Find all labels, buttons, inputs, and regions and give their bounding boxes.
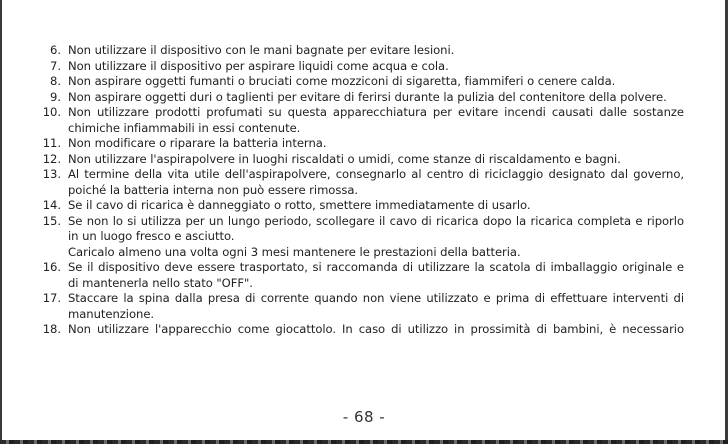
item-line: Non utilizzare l'apparecchio come giocattolo. In caso di utilizzo in prossimità di bambini, è necessario xyxy=(68,322,684,336)
item-line: Non aspirare oggetti fumanti o bruciati come mozziconi di sigaretta, fiammiferi o cenere calda. xyxy=(68,74,616,88)
item-text xyxy=(68,90,684,106)
item-text xyxy=(68,291,684,322)
item-number: 8. xyxy=(50,74,61,88)
item-line: Se il cavo di ricarica è danneggiato o rotto, smettere immediatamente di usarlo. xyxy=(68,198,531,212)
item-text xyxy=(68,198,684,214)
item-line: Non utilizzare il dispositivo per aspirare liquidi come acqua e cola. xyxy=(68,58,449,73)
page-number: - 68 - xyxy=(342,408,386,426)
item-text xyxy=(68,43,684,59)
list-item xyxy=(38,214,684,261)
item-line: Non aspirare oggetti duri o taglienti per evitare di ferirsi durante la pulizia del contenitore della polvere. xyxy=(68,89,667,104)
item-line: Non utilizzare il dispositivo con le mani bagnate per evitare lesioni. xyxy=(68,43,455,57)
item-number: 12. xyxy=(42,151,61,166)
item-number: 9. xyxy=(50,89,61,104)
list-item xyxy=(38,167,684,198)
item-text xyxy=(68,105,684,136)
item-number: 13. xyxy=(42,167,61,181)
list-item xyxy=(38,59,684,75)
item-line: Se non lo si utilizza per un lungo periodo, scollegare il cavo di ricarica dopo la ricarica completa e riporlo xyxy=(68,213,684,228)
item-number: 11. xyxy=(42,136,61,150)
list-item xyxy=(38,291,684,322)
item-number: 18. xyxy=(42,322,61,336)
safety-instructions-list xyxy=(38,43,684,338)
list-item xyxy=(38,105,684,136)
item-line: Non utilizzare prodotti profumati su questa apparecchiatura per evitare incendi causati dalle sostanze xyxy=(68,105,684,119)
item-text xyxy=(68,59,684,75)
list-item xyxy=(38,322,684,338)
list-item xyxy=(38,43,684,59)
item-line: Se il dispositivo deve essere trasportato, si raccomanda di utilizzare la scatola di imballaggio originale e xyxy=(68,260,684,274)
list-item xyxy=(38,260,684,291)
item-line: Non modificare o riparare la batteria interna. xyxy=(68,136,327,150)
item-line: manutenzione. xyxy=(68,306,155,321)
item-number: 14. xyxy=(42,198,61,212)
item-number: 10. xyxy=(42,105,61,119)
item-text xyxy=(68,322,684,338)
item-text xyxy=(68,260,684,291)
item-line: di mantenerla nello stato "OFF". xyxy=(68,275,253,290)
item-line: in un luogo fresco e asciutto. xyxy=(68,229,235,243)
list-item xyxy=(38,198,684,214)
item-line: Staccare la spina dalla presa di corrente quando non viene utilizzato e prima di effettuare interventi di xyxy=(68,291,684,305)
item-line: poiché la batteria interna non può essere rimossa. xyxy=(68,182,359,197)
page-bottom-edge xyxy=(0,440,728,444)
list-item xyxy=(38,90,684,106)
item-line: Al termine della vita utile dell'aspirapolvere, consegnarlo al centro di riciclaggio designato dal governo, xyxy=(68,167,684,181)
item-line: chimiche infiammabili in essi contenute. xyxy=(68,120,301,135)
item-text xyxy=(68,167,684,198)
item-line: Caricalo almeno una volta ogni 3 mesi mantenere le prestazioni della batteria. xyxy=(68,244,521,259)
item-number: 15. xyxy=(42,213,61,228)
list-item xyxy=(38,74,684,90)
page-left-border xyxy=(0,0,2,444)
item-line: Non utilizzare l'aspirapolvere in luoghi riscaldati o umidi, come stanze di riscaldamento e bagni. xyxy=(68,151,621,166)
list-item xyxy=(38,136,684,152)
item-number: 17. xyxy=(42,291,61,305)
item-number: 7. xyxy=(50,58,61,73)
item-text xyxy=(68,74,684,90)
item-number: 16. xyxy=(42,260,61,274)
item-text xyxy=(68,152,684,168)
item-number: 6. xyxy=(50,43,61,57)
list-item xyxy=(38,152,684,168)
item-text xyxy=(68,214,684,261)
item-text xyxy=(68,136,684,152)
